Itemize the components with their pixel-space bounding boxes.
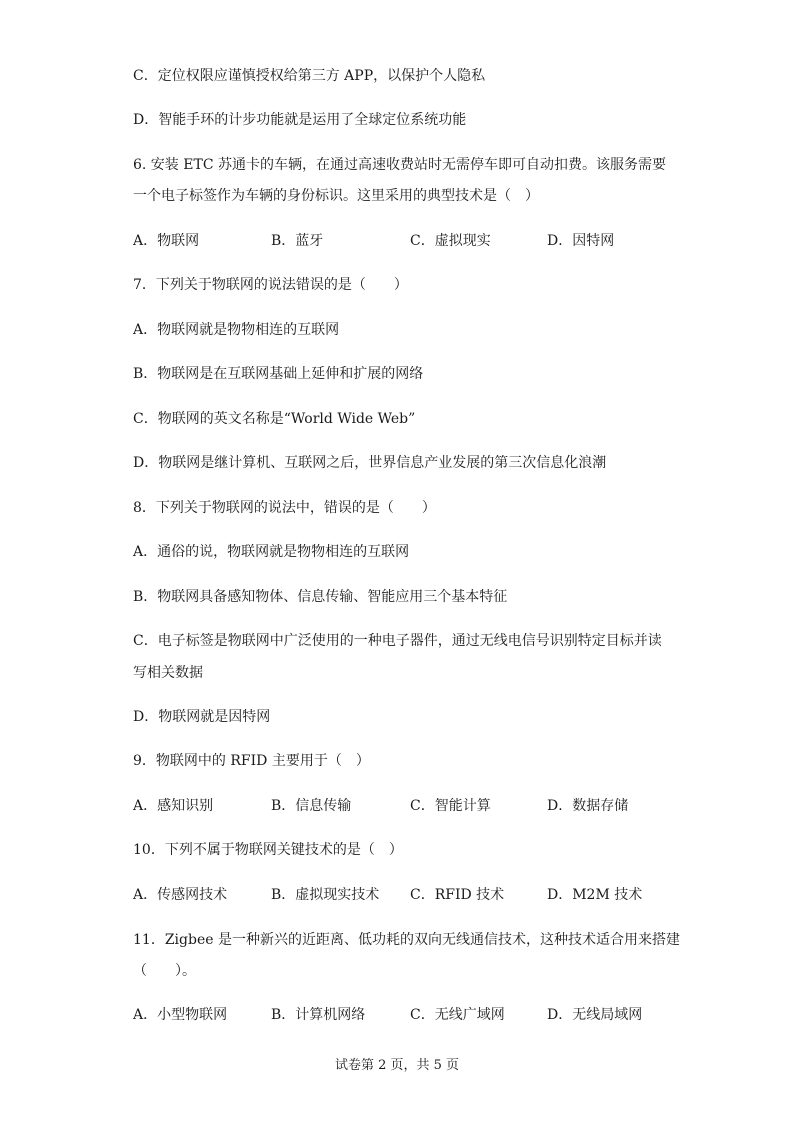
q9-options xyxy=(133,797,653,815)
q11-option-b: B．计算机网络 xyxy=(271,1007,366,1023)
q9-stem: 9．物联网中的 RFID 主要用于（ ） xyxy=(133,753,370,769)
q9-option-a: A．感知识别 xyxy=(133,798,214,814)
q11-option-c: C．无线广域网 xyxy=(410,1007,505,1023)
q8-option-a: A．通俗的说，物联网就是物物相连的互联网 xyxy=(133,544,410,560)
q10-options xyxy=(133,886,653,904)
q5-option-c: C．定位权限应谨慎授权给第三方 APP，以保护个人隐私 xyxy=(133,68,486,84)
q6-option-d: D．因特网 xyxy=(547,233,615,249)
q7-option-d: D．物联网是继计算机、互联网之后，世界信息产业发展的第三次信息化浪潮 xyxy=(133,455,607,471)
q7-stem: 7．下列关于物联网的说法错误的是（ ） xyxy=(133,277,408,293)
q10-stem: 10．下列不属于物联网关键技术的是（ ） xyxy=(133,842,403,858)
q6-stem-line2: 一个电子标签作为车辆的身份标识。这里采用的典型技术是（ ） xyxy=(133,188,539,204)
q5-option-d: D．智能手环的计步功能就是运用了全球定位系统功能 xyxy=(133,112,467,128)
q10-option-a: A．传感网技术 xyxy=(133,887,228,903)
q10-option-b: B．虚拟现实技术 xyxy=(271,887,380,903)
q8-option-d: D．物联网就是因特网 xyxy=(133,709,271,725)
q8-stem: 8．下列关于物联网的说法中，错误的是（ ） xyxy=(133,500,436,516)
q9-option-d: D．数据存储 xyxy=(547,798,629,814)
q11-option-d: D．无线局域网 xyxy=(547,1007,643,1023)
q7-option-b: B．物联网是在互联网基础上延伸和扩展的网络 xyxy=(133,366,424,382)
q7-option-c: C．物联网的英文名称是“World Wide Web” xyxy=(133,411,416,427)
q11-options xyxy=(133,1006,653,1024)
q6-option-b: B．蓝牙 xyxy=(271,233,324,249)
q10-option-c: C．RFID 技术 xyxy=(410,887,505,903)
q11-stem-line1: 11．Zigbee 是一种新兴的近距离、低功耗的双向无线通信技术，这种技术适合用来搭建 xyxy=(133,932,680,948)
q8-option-c-line2: 写相关数据 xyxy=(133,665,203,681)
q6-options xyxy=(133,232,653,250)
q6-stem-line1: 6. 安装 ETC 苏通卡的车辆，在通过高速收费站时无需停车即可自动扣费。该服务需要 xyxy=(133,157,666,173)
q9-option-c: C．智能计算 xyxy=(410,798,491,814)
q6-option-c: C．虚拟现实 xyxy=(410,233,491,249)
page-footer: 试卷第 2 页，共 5 页 xyxy=(334,1058,460,1073)
q7-option-a: A．物联网就是物物相连的互联网 xyxy=(133,322,340,338)
q8-option-c-line1: C．电子标签是物联网中广泛使用的一种电子器件，通过无线电信号识别特定目标并读 xyxy=(133,633,662,649)
q10-option-d: D．M2M 技术 xyxy=(547,887,643,903)
q6-option-a: A．物联网 xyxy=(133,233,200,249)
q11-stem-line2: （ ）。 xyxy=(133,963,196,979)
q9-option-b: B．信息传输 xyxy=(271,798,352,814)
q11-option-a: A．小型物联网 xyxy=(133,1007,228,1023)
q8-option-b: B．物联网具备感知物体、信息传输、智能应用三个基本特征 xyxy=(133,589,508,605)
